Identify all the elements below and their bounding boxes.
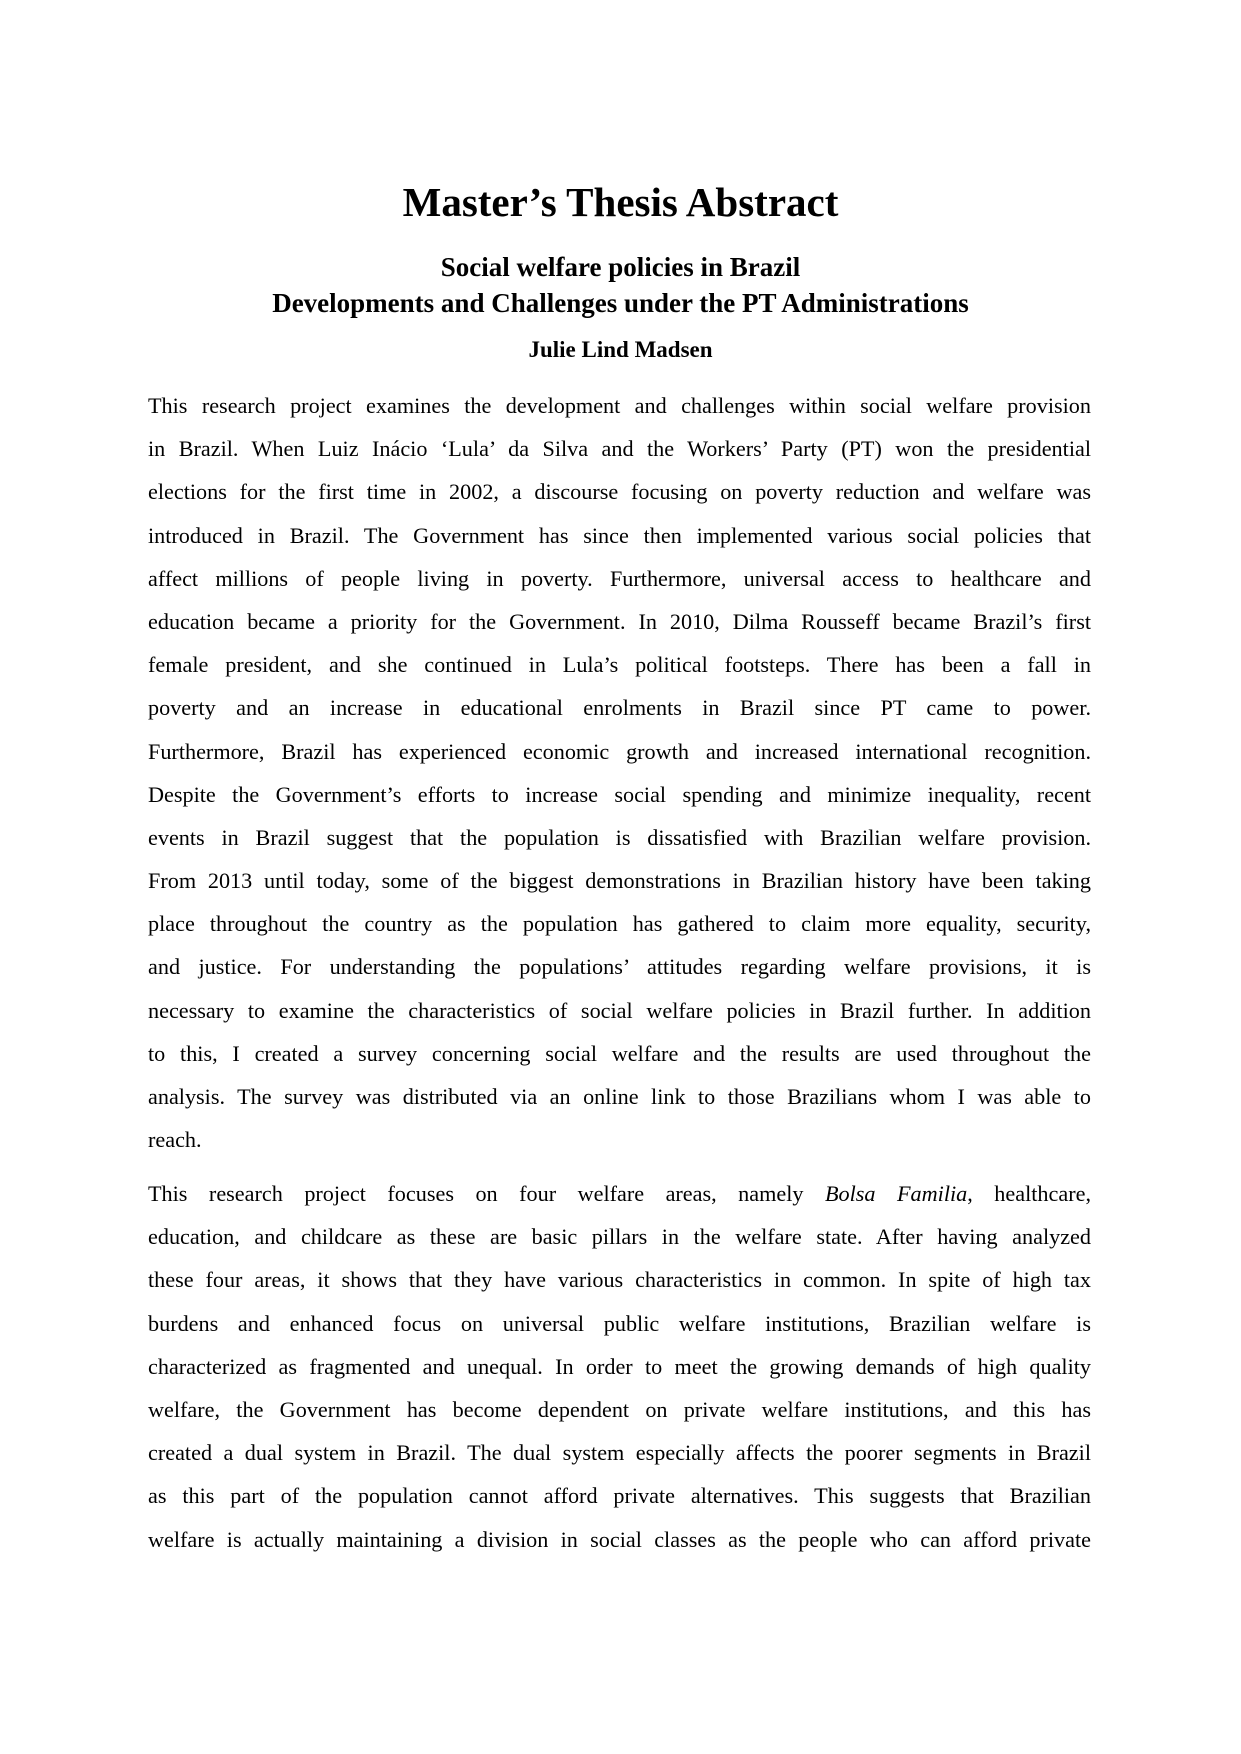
text-line: welfare, the Government has become dependent on private welfare institutions, and this has [148,1396,1091,1422]
italic-term: Bolsa Familia [824,1181,968,1206]
text-line: these four areas, it shows that they have various characteristics in common. In spite of high tax [148,1267,1091,1293]
subtitle-line-2: Developments and Challenges under the PT Administrations [272,288,969,318]
text-line: elections for the first time in 2002, a discourse focusing on poverty reduction and welfare was [148,479,1091,505]
text-line: affect millions of people living in poverty. Furthermore, universal access to healthcare and [148,565,1091,591]
text-line: and justice. For understanding the populations’ attitudes regarding welfare provisions, it is [148,954,1091,980]
text-segment: This research project focuses on four welfare areas, namely [148,1181,825,1206]
abstract-paragraph-2 [148,1172,1091,1561]
text-line: poverty and an increase in educational enrolments in Brazil since PT came to power. [148,695,1091,721]
text-line: characterized as fragmented and unequal. In order to meet the growing demands of high quality [148,1353,1091,1379]
text-line: place throughout the country as the population has gathered to claim more equality, security, [148,911,1091,937]
text-line: Despite the Government’s efforts to increase social spending and minimize inequality, recent [148,781,1091,807]
subtitle-line-1: Social welfare policies in Brazil [440,252,801,282]
text-line: to this, I created a survey concerning social welfare and the results are used throughout the [148,1040,1091,1066]
text-line: From 2013 until today, some of the biggest demonstrations in Brazilian history have been taking [148,868,1091,894]
thesis-subtitle [0,249,1241,321]
author-name: Julie Lind Madsen [528,337,713,362]
text-line: created a dual system in Brazil. The dual system especially affects the poorer segments in Brazil [148,1440,1091,1466]
text-line: as this part of the population cannot afford private alternatives. This suggests that Brazilian [148,1483,1091,1509]
text-line: events in Brazil suggest that the population is dissatisfied with Brazilian welfare provision. [148,824,1091,850]
text-line: burdens and enhanced focus on universal public welfare institutions, Brazilian welfare is [148,1310,1091,1336]
text-line: education, and childcare as these are basic pillars in the welfare state. After having analyzed [148,1224,1091,1250]
text-line: introduced in Brazil. The Government has since then implemented various social policies that [148,522,1091,548]
text-line: analysis. The survey was distributed via an online link to those Brazilians whom I was able to [148,1084,1091,1109]
text-segment: , healthcare, [967,1181,1091,1206]
text-line: welfare is actually maintaining a division in social classes as the people who can afford private [148,1526,1091,1552]
text-line: necessary to examine the characteristics of social welfare policies in Brazil further. In addition [148,997,1091,1023]
text-line: Furthermore, Brazil has experienced economic growth and increased international recognition. [148,738,1091,764]
text-line: female president, and she continued in Lula’s political footsteps. There has been a fall in [148,652,1091,678]
page-title: Master’s Thesis Abstract [402,179,839,225]
text-line: in Brazil. When Luiz Inácio ‘Lula’ da Silva and the Workers’ Party (PT) won the presidential [148,436,1091,462]
text-line [148,1172,1091,1215]
text-line: education became a priority for the Government. In 2010, Dilma Rousseff became Brazil’s first [148,608,1091,634]
text-line: This research project examines the development and challenges within social welfare provision [148,393,1091,418]
abstract-paragraph-1 [148,384,1091,1161]
text-line: reach. [148,1127,202,1153]
